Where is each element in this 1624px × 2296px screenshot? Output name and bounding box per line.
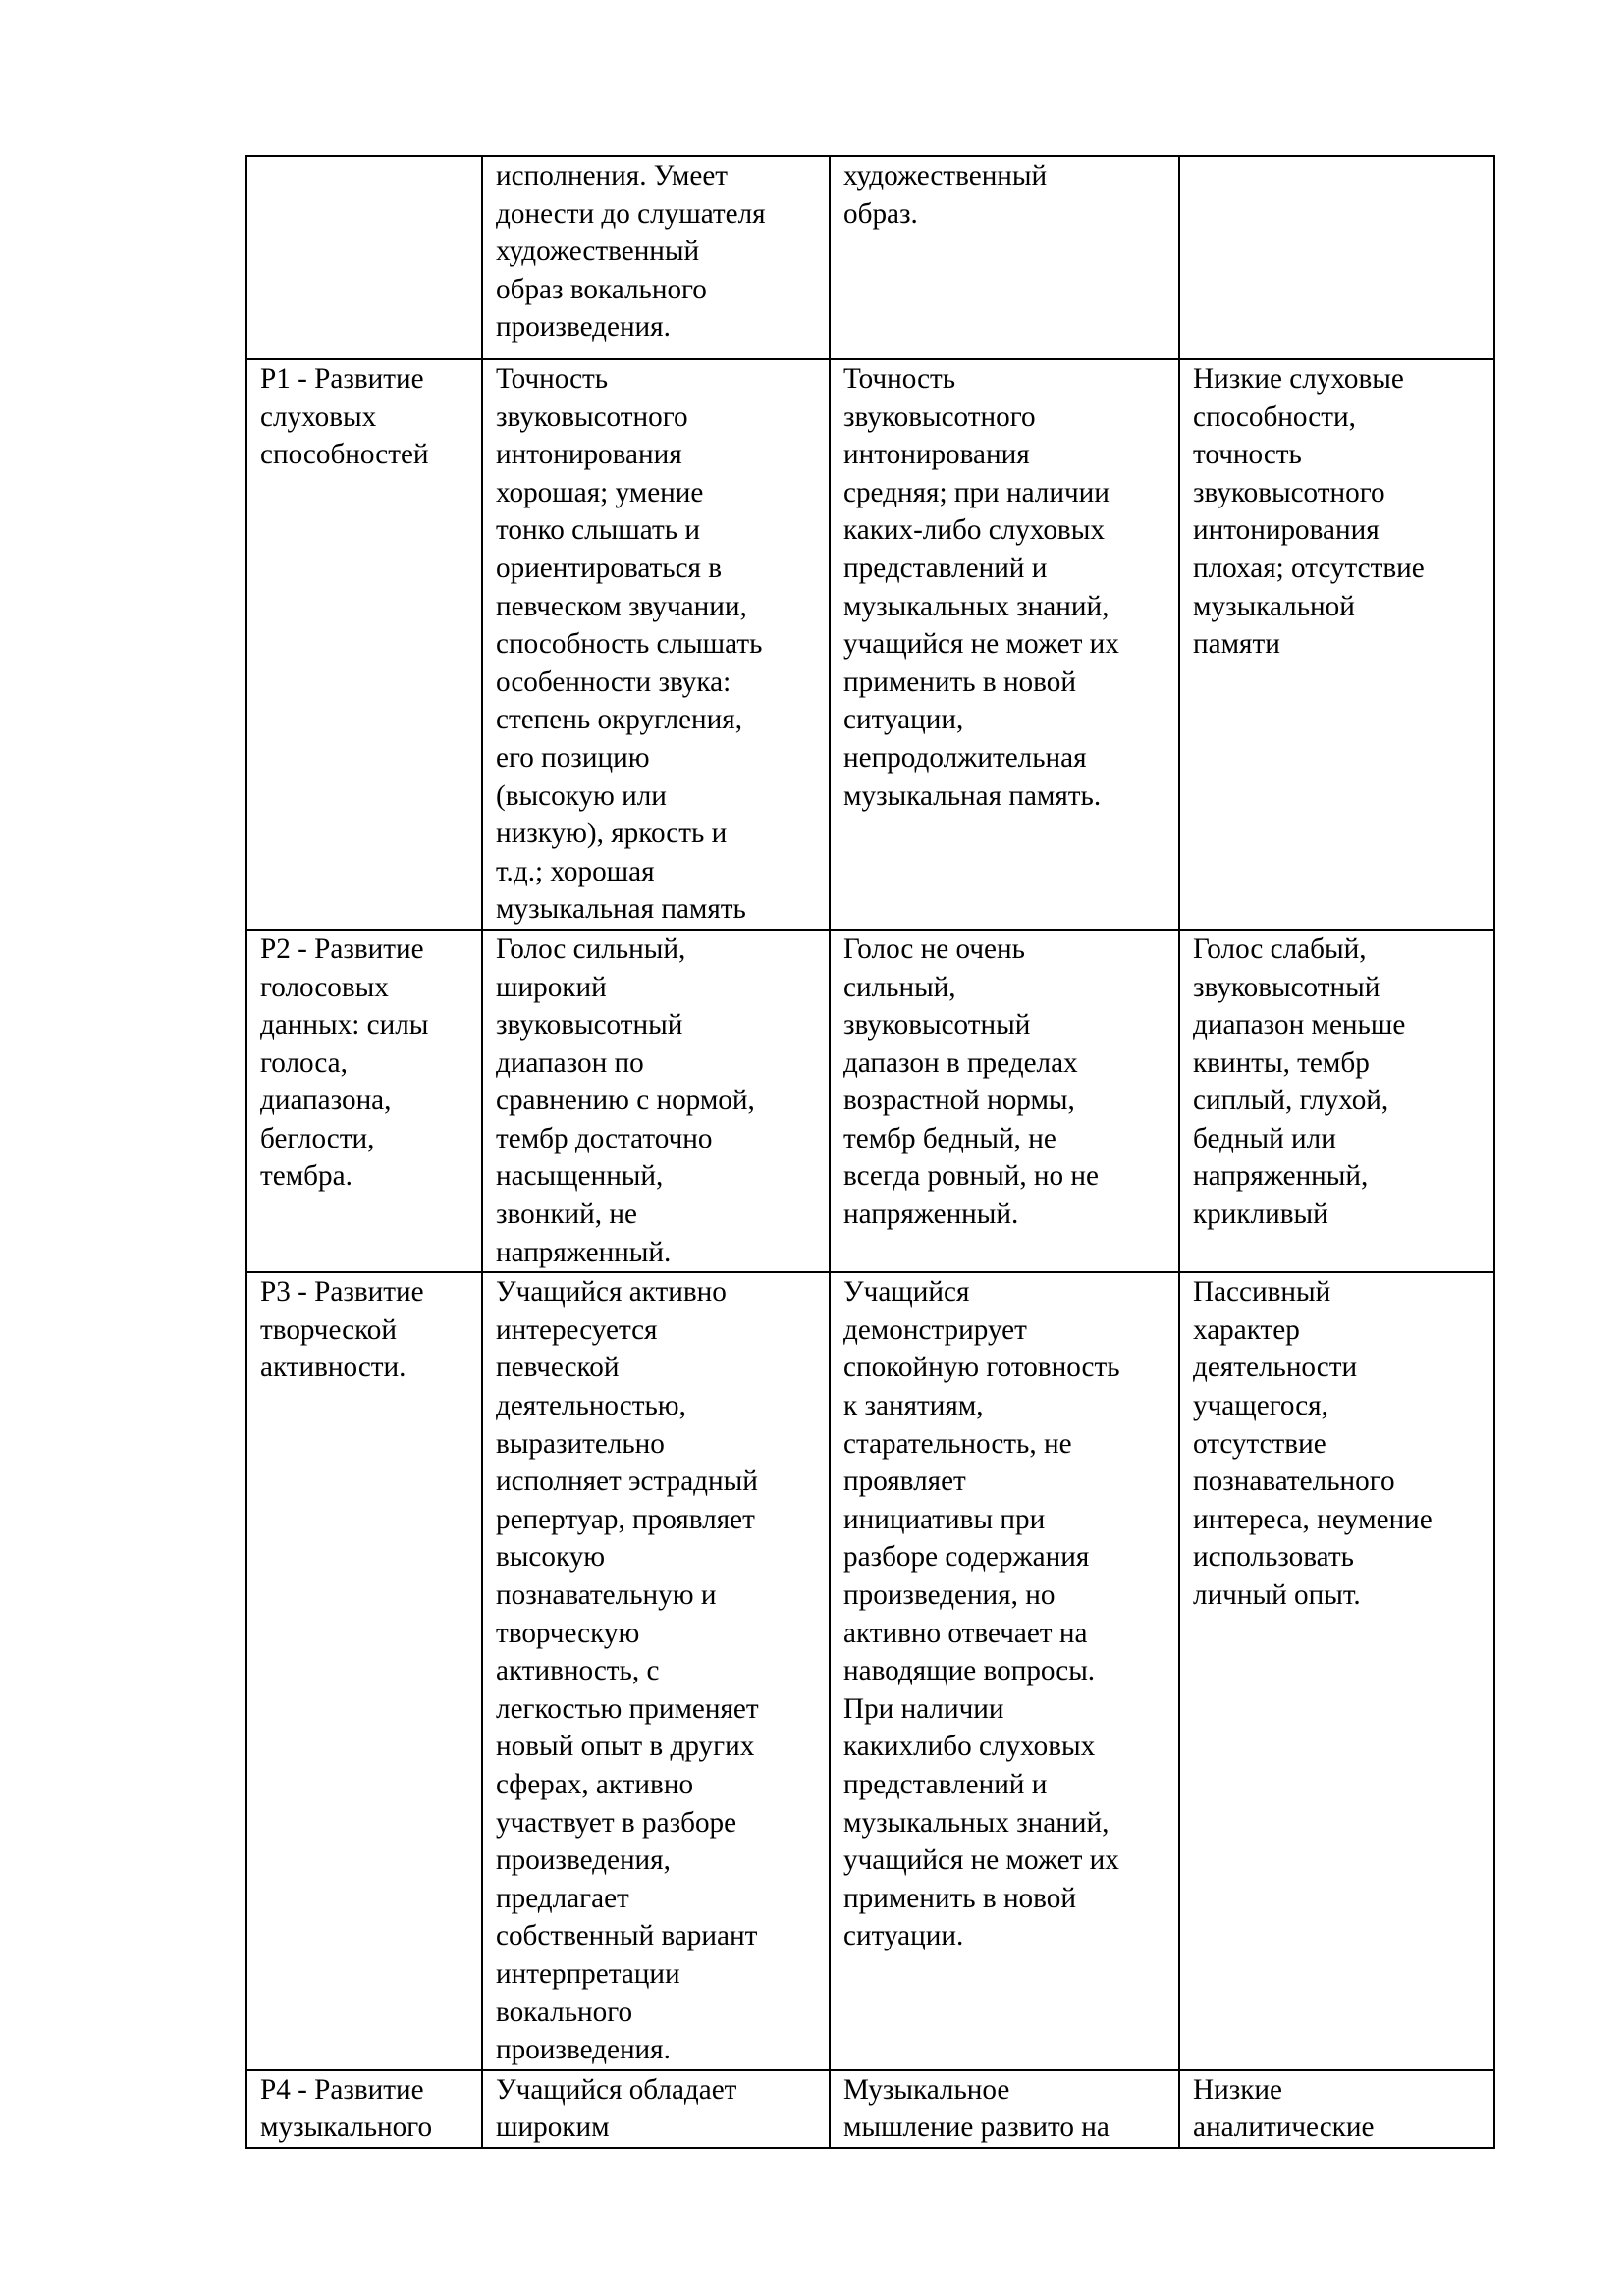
cell-text-line: Низкие — [1193, 2073, 1282, 2106]
cell-text-line: наводящие вопросы. — [843, 1655, 1096, 1687]
cell-text-line: к занятиям, — [843, 1390, 984, 1422]
cell-text-line: хорошая; умение — [496, 476, 704, 508]
cell-text-line: демонстрирует — [843, 1313, 1027, 1346]
high-level-cell — [482, 359, 830, 930]
cell-text-line: произведения. — [496, 2034, 671, 2066]
cell-text-line: Музыкальное — [843, 2073, 1010, 2106]
cell-text-line: ориентироваться в — [496, 552, 723, 584]
cell-text-line: спокойную готовность — [843, 1352, 1120, 1384]
cell-text-line: диапазон меньше — [1193, 1009, 1406, 1041]
cell-text-line: активности. — [260, 1352, 406, 1384]
medium-level-cell — [830, 930, 1179, 1272]
cell-text-line: произведения. — [496, 311, 671, 344]
cell-text-line: участвует в разборе — [496, 1806, 737, 1839]
cell-text-line: каких-либо слуховых — [843, 514, 1105, 547]
cell-text-line: донести до слушателя — [496, 197, 766, 230]
cell-text-line: деятельности — [1193, 1352, 1358, 1384]
cell-text-line: ситуации. — [843, 1920, 964, 1952]
cell-text-line: Голос сильный, — [496, 933, 686, 965]
cell-text-line: произведения, — [496, 1844, 671, 1877]
table-row — [246, 2070, 1494, 2148]
cell-text-line: звуковысотного — [1193, 476, 1385, 508]
cell-text-line: степень округления, — [496, 704, 743, 736]
cell-text-line: предлагает — [496, 1882, 629, 1914]
cell-text-line: Р3 - Развитие — [260, 1276, 424, 1308]
cell-text-line: тембра. — [260, 1160, 352, 1193]
cell-text-line: Р1 - Развитие — [260, 363, 424, 395]
cell-text-line: непродолжительная — [843, 741, 1087, 774]
cell-text-line: точность — [1193, 439, 1302, 471]
criteria-table-body — [246, 156, 1494, 2148]
cell-text-line: творческую — [496, 1617, 640, 1649]
high-level-cell — [482, 930, 830, 1272]
cell-text-line: звонкий, не — [496, 1199, 637, 1231]
cell-text-line: произведения, но — [843, 1579, 1056, 1611]
cell-text-line: интонирования — [496, 439, 682, 471]
cell-text-line: напряженный. — [496, 1236, 672, 1268]
cell-text-line: сравнению с нормой, — [496, 1085, 755, 1117]
cell-text-line: какихлибо слуховых — [843, 1731, 1096, 1763]
cell-text-line: характер — [1193, 1313, 1300, 1346]
medium-level-cell — [830, 2070, 1179, 2148]
cell-text-line: звуковысотный — [843, 1009, 1031, 1041]
cell-text-line: Учащийся обладает — [496, 2073, 737, 2106]
cell-text-line: активно отвечает на — [843, 1617, 1088, 1649]
cell-text-line: Учащийся — [843, 1276, 970, 1308]
cell-text-line: Пассивный — [1193, 1276, 1331, 1308]
cell-text-line: активность, с — [496, 1655, 660, 1687]
cell-text-line: способности, — [1193, 400, 1356, 433]
cell-text-line: крикливый — [1193, 1199, 1328, 1231]
medium-level-cell — [830, 359, 1179, 930]
cell-text-line: Голос слабый, — [1193, 933, 1367, 965]
cell-text-line: сферах, активно — [496, 1768, 694, 1800]
cell-text-line: беглости, — [260, 1122, 375, 1154]
cell-text-line: низкую), яркость и — [496, 818, 728, 850]
cell-text-line: Р2 - Развитие — [260, 933, 424, 965]
cell-text-line: инициативы при — [843, 1503, 1046, 1535]
cell-text-line: исполнения. Умеет — [496, 160, 729, 191]
cell-text-line: мышление развито на — [843, 2111, 1110, 2144]
table-row — [246, 156, 1494, 359]
criterion-cell — [246, 359, 482, 930]
cell-text-line: познавательного — [1193, 1466, 1395, 1498]
high-level-cell — [482, 2070, 830, 2148]
cell-text-line: музыкального — [260, 2111, 433, 2144]
cell-text-line: звуковысотного — [843, 400, 1036, 433]
cell-text-line: представлений и — [843, 1768, 1048, 1800]
cell-text-line: проявляет — [843, 1466, 966, 1498]
table-row — [246, 930, 1494, 1272]
cell-text-line: звуковысотного — [496, 400, 688, 433]
cell-text-line: представлений и — [843, 552, 1048, 584]
cell-text-line: певческой — [496, 1352, 620, 1384]
cell-text-line: новый опыт в других — [496, 1731, 755, 1763]
cell-text-line: звуковысотный — [496, 1009, 683, 1041]
cell-text-line: репертуар, проявляет — [496, 1503, 755, 1535]
cell-text-line: тонко слышать и — [496, 514, 700, 547]
cell-text-line: образ вокального — [496, 273, 707, 305]
cell-text-line: применить в новой — [843, 666, 1076, 698]
cell-text-line: средняя; при наличии — [843, 476, 1110, 508]
cell-text-line: диапазон по — [496, 1046, 644, 1079]
cell-text-line: Низкие слуховые — [1193, 363, 1404, 395]
cell-text-line: интереса, неумение — [1193, 1503, 1433, 1535]
low-level-cell — [1179, 930, 1494, 1272]
cell-text-line: образ. — [843, 197, 918, 230]
cell-text-line: познавательную и — [496, 1579, 717, 1611]
cell-text-line: тембр бедный, не — [843, 1122, 1056, 1154]
cell-text-line: вокального — [496, 1996, 633, 2028]
cell-text-line: интонирования — [1193, 514, 1380, 547]
cell-text-line: Точность — [843, 363, 956, 395]
criterion-cell — [246, 2070, 482, 2148]
high-level-cell — [482, 156, 830, 359]
cell-text-line: Точность — [496, 363, 609, 395]
cell-text-line: голоса, — [260, 1046, 348, 1079]
cell-text-line: личный опыт. — [1193, 1579, 1361, 1611]
criteria-table — [245, 155, 1495, 2149]
medium-level-cell — [830, 1272, 1179, 2069]
high-level-cell — [482, 1272, 830, 2069]
cell-text-line: разборе содержания — [843, 1541, 1090, 1574]
cell-text-line: особенности звука: — [496, 666, 731, 698]
cell-text-line: высокую — [496, 1541, 606, 1574]
cell-text-line: (высокую или — [496, 779, 667, 812]
cell-text-line: учащийся не может их — [843, 628, 1119, 661]
cell-text-line: художественный — [496, 236, 700, 268]
cell-text-line: способностей — [260, 439, 429, 471]
cell-text-line: Учащийся активно — [496, 1276, 727, 1308]
cell-text-line: применить в новой — [843, 1882, 1076, 1914]
cell-text-line: т.д.; хорошая — [496, 855, 655, 887]
low-level-cell — [1179, 359, 1494, 930]
cell-text-line: бедный или — [1193, 1122, 1336, 1154]
cell-text-line: певческом звучании, — [496, 590, 747, 622]
cell-text-line: музыкальная память — [496, 893, 746, 926]
cell-text-line: При наличии — [843, 1692, 1004, 1725]
cell-text-line: творческой — [260, 1313, 398, 1346]
cell-text-line: музыкальной — [1193, 590, 1355, 622]
cell-text-line: собственный вариант — [496, 1920, 758, 1952]
criterion-cell — [246, 156, 482, 359]
cell-text-line: учащегося, — [1193, 1390, 1328, 1422]
cell-text-line: ситуации, — [843, 704, 964, 736]
cell-text-line: художественный — [843, 160, 1048, 191]
cell-text-line: квинты, тембр — [1193, 1046, 1370, 1079]
cell-text-line: интересуется — [496, 1313, 658, 1346]
criterion-cell — [246, 1272, 482, 2069]
low-level-cell — [1179, 1272, 1494, 2069]
cell-text-line: возрастной нормы, — [843, 1085, 1075, 1117]
cell-text-line: звуковысотный — [1193, 971, 1380, 1003]
cell-text-line: Голос не очень — [843, 933, 1025, 965]
criterion-cell — [246, 930, 482, 1272]
cell-text-line: интерпретации — [496, 1957, 680, 1990]
cell-text-line: плохая; отсутствие — [1193, 552, 1425, 584]
cell-text-line: тембр достаточно — [496, 1122, 713, 1154]
cell-text-line: аналитические — [1193, 2111, 1375, 2144]
cell-text-line: Р4 - Развитие — [260, 2073, 424, 2106]
cell-text-line: сильный, — [843, 971, 956, 1003]
cell-text-line: напряженный. — [843, 1199, 1019, 1231]
table-row — [246, 1272, 1494, 2069]
cell-text-line: легкостью применяет — [496, 1692, 759, 1725]
cell-text-line: отсутствие — [1193, 1427, 1326, 1460]
cell-text-line: слуховых — [260, 400, 377, 433]
cell-text-line: диапазона, — [260, 1085, 392, 1117]
cell-text-line: напряженный, — [1193, 1160, 1369, 1193]
cell-text-line: его позицию — [496, 741, 650, 774]
cell-text-line: голосовых — [260, 971, 389, 1003]
table-row — [246, 359, 1494, 930]
cell-text-line: выразительно — [496, 1427, 665, 1460]
cell-text-line: использовать — [1193, 1541, 1354, 1574]
cell-text-line: музыкальная память. — [843, 779, 1102, 812]
cell-text-line: старательность, не — [843, 1427, 1072, 1460]
cell-text-line: дапазон в пределах — [843, 1046, 1078, 1079]
cell-text-line: музыкальных знаний, — [843, 590, 1110, 622]
low-level-cell — [1179, 2070, 1494, 2148]
medium-level-cell — [830, 156, 1179, 359]
cell-text-line: учащийся не может их — [843, 1844, 1119, 1877]
low-level-cell — [1179, 156, 1494, 359]
cell-text-line: исполняет эстрадный — [496, 1466, 758, 1498]
cell-text-line: музыкальных знаний, — [843, 1806, 1110, 1839]
cell-text-line: широкий — [496, 971, 607, 1003]
cell-text-line: памяти — [1193, 628, 1280, 661]
cell-text-line: сиплый, глухой, — [1193, 1085, 1389, 1117]
cell-text-line: насыщенный, — [496, 1160, 664, 1193]
cell-text-line: интонирования — [843, 439, 1030, 471]
cell-text-line: широким — [496, 2111, 610, 2144]
cell-text-line: всегда ровный, но не — [843, 1160, 1099, 1193]
cell-text-line: данных: силы — [260, 1009, 429, 1041]
cell-text-line: деятельностью, — [496, 1390, 686, 1422]
cell-text-line: способность слышать — [496, 628, 763, 661]
